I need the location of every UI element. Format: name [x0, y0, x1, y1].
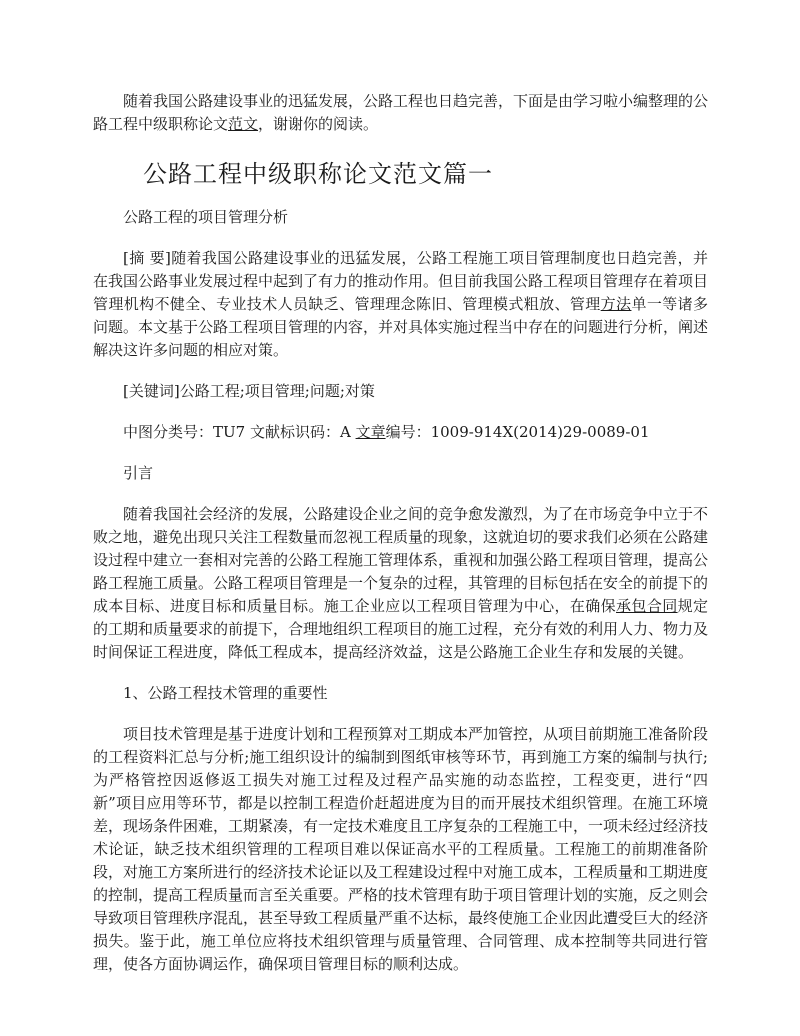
classification-link[interactable]: 文章: [355, 423, 386, 441]
abstract-text: [摘 要]随着我国公路建设事业的迅猛发展，公路工程施工项目管理制度也日趋完善，并在我国公路事业发展过程中起到了有力的推动作用。但目前我国公路工程项目管理存在着项目管理机构不健全、专业技术人员缺乏、管理理念陈旧、管理模式粗放、管理: [93, 249, 709, 313]
article-subtitle: 公路工程的项目管理分析: [123, 208, 289, 226]
abstract-text-end: 单一等诸多问题。本文基于公路工程项目管理的内容，并对具体实施过程当中存在的问题进行分析，阐述解决这许多问题的相应对策。: [93, 295, 709, 359]
body-paragraph-2: 项目技术管理是基于进度计划和工程预算对工期成本严加管控，从项目前期施工准备阶段的工程资料汇总与分析;施工组织设计的编制到图纸审核等环节，再到施工方案的编制与执行;为严格管控因返修返工损失对施工过程及过程产品实施的动态监控，工程变更，进行“四新”项目应用等环节，都是以控制工程造价赶超进度为目的而开展技术组织管理。在施工环境差，现场条件困难，工期紧凑，有一定技术难度且工序复杂的工程施工中，一项未经过经济技术论证，缺乏技术组织管理的工程项目难以保证高水平的工程质量。工程施工的前期准备阶段，对施工方案所进行的经济技术论证以及工程建设过程中对施工成本，工程质量和工期进度的控制，提高工程质量而言至关重要。严格的技术管理有助于项目管理计划的实施，反之则会导致项目管理秩序混乱，甚至导致工程质量严重不达标，最终使施工企业因此遭受巨大的经济损失。鉴于此，施工单位应将技术组织管理与质量管理、合同管理、成本控制等共同进行管理，使各方面协调运作，确保项目管理目标的顺利达成。: [93, 725, 709, 973]
intro-text-end: ，谢谢你的阅读。: [258, 115, 379, 133]
document-page: [93, 90, 708, 976]
paragraph1-link[interactable]: 承包合同: [616, 597, 678, 615]
classification-text: 中图分类号：TU7 文献标识码：A: [123, 423, 356, 441]
classification-text-end: 编号：1009-914X(2014)29-0089-01: [385, 423, 650, 441]
paragraph1-text: 随着我国社会经济的发展，公路建设企业之间的竞争愈发激烈，为了在市场竞争中立于不败之地，避免出现只关注工程数量而忽视工程质量的现象，这就迫切的要求我们必须在公路建设过程中建立一套相对完善的公路工程施工管理体系，重视和加强公路工程项目管理，提高公路工程施工质量。公路工程项目管理是一个复杂的过程，其管理的目标包括在安全的前提下的成本目标、进度目标和质量目标。施工企业应以工程项目管理为中心，在确保: [93, 505, 709, 615]
paragraph1-text-end: 规定的工期和质量要求的前提下，合理地组织工程项目的施工过程，充分有效的利用人力、物力及时间保证工程进度，降低工程成本，提高经济效益，这是公路施工企业生存和发展的关键。: [93, 597, 709, 661]
classification-line: [93, 421, 708, 444]
intro-text: 随着我国公路建设事业的迅猛发展，公路工程也日趋完善，下面是由学习啦小编整理的公路工程中级职称论文: [93, 92, 709, 133]
abstract-paragraph: [93, 247, 708, 362]
intro-link[interactable]: 范文: [228, 115, 259, 133]
article-title: 公路工程中级职称论文范文篇一: [143, 160, 493, 188]
keywords: [关键词]公路工程;项目管理;问题;对策: [123, 382, 375, 400]
abstract-link[interactable]: 方法: [600, 295, 632, 313]
section-heading-1: 1、公路工程技术管理的重要性: [123, 684, 328, 702]
intro-heading: 引言: [123, 464, 154, 482]
intro-paragraph: [93, 90, 708, 136]
body-paragraph-1: [93, 503, 708, 664]
